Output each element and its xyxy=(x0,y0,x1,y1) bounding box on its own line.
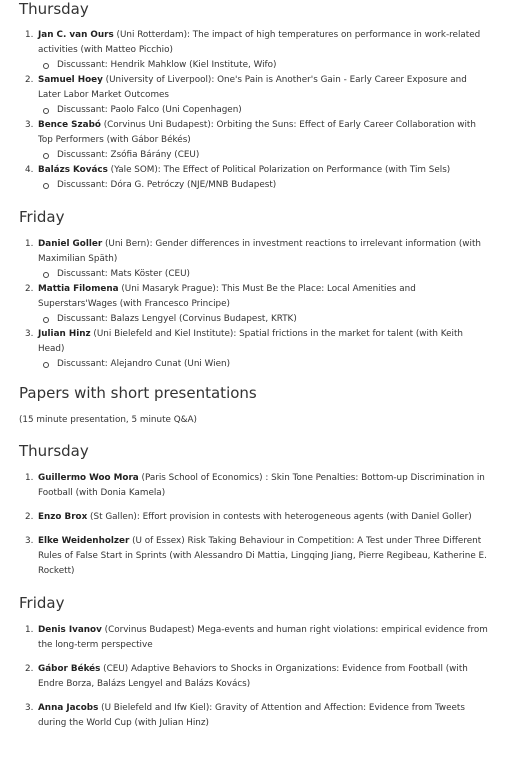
talk-text xyxy=(38,662,490,692)
talk-list-friday-short xyxy=(0,623,527,731)
discussant-list xyxy=(38,178,490,193)
talk-text xyxy=(38,701,490,731)
talk-list-thursday-long xyxy=(0,28,527,193)
talk-item xyxy=(0,623,490,653)
talk-text xyxy=(38,534,490,579)
talk-item xyxy=(0,73,490,118)
talk-number: 3. xyxy=(25,536,34,546)
talk-text xyxy=(38,282,490,312)
discussant-list xyxy=(38,312,490,327)
talk-text xyxy=(38,28,490,58)
presenter-name: Guillermo Woo Mora xyxy=(38,473,139,483)
section-heading-thursday-short: Thursday xyxy=(19,442,89,460)
talk-number: 1. xyxy=(25,473,34,483)
short-presentation-note: (15 minute presentation, 5 minute Q&A) xyxy=(19,415,197,425)
talk-item xyxy=(0,163,490,193)
discussant-item: Discussant: Hendrik Mahklow (Kiel Institute, Wifo) xyxy=(38,58,490,73)
talk-item xyxy=(0,510,490,525)
talk-title: (Uni Bern): Gender differences in investment reactions to irrelevant information (with Maximilian Späth) xyxy=(38,239,481,264)
talk-title: (Uni Rotterdam): The impact of high temperatures on performance in work-related activities (with Matteo Picchio) xyxy=(38,30,481,55)
talk-text xyxy=(38,510,490,525)
presenter-name: Gábor Békés xyxy=(38,664,101,674)
discussant-list xyxy=(38,58,490,73)
presenter-name: Enzo Brox xyxy=(38,512,88,522)
talk-item xyxy=(0,282,490,327)
presenter-name: Julian Hinz xyxy=(38,329,91,339)
talk-list-friday-long xyxy=(0,237,527,372)
talk-title: (Corvinus Budapest) Mega-events and human right violations: empirical evidence from the long-term perspective xyxy=(38,625,488,650)
presenter-name: Jan C. van Ours xyxy=(38,30,114,40)
talk-item xyxy=(0,327,490,372)
presenter-name: Balázs Kovács xyxy=(38,165,108,175)
presenter-name: Bence Szabó xyxy=(38,120,101,130)
talk-item xyxy=(0,534,490,579)
section-heading-thursday: Thursday xyxy=(19,0,89,18)
talk-item xyxy=(0,118,490,163)
discussant-list xyxy=(38,357,490,372)
discussant-item: Discussant: Mats Köster (CEU) xyxy=(38,267,490,282)
talk-text xyxy=(38,471,490,501)
talk-title: (Paris School of Economics) : Skin Tone Penalties: Bottom-up Discrimination in Football (with Donia Kamela) xyxy=(38,473,485,498)
discussant-item: Discussant: Alejandro Cunat (Uni Wien) xyxy=(38,357,490,372)
talk-number: 3. xyxy=(25,120,34,130)
talk-text xyxy=(38,118,490,148)
talk-text xyxy=(38,73,490,103)
presenter-name: Anna Jacobs xyxy=(38,703,99,713)
talk-number: 2. xyxy=(25,75,34,85)
discussant-list xyxy=(38,267,490,282)
talk-title: (University of Liverpool): One's Pain is Another's Gain - Early Career Exposure and Later Labor Market Outcomes xyxy=(38,75,467,100)
section-heading-friday-short: Friday xyxy=(19,594,65,612)
talk-title: (Yale SOM): The Effect of Political Polarization on Performance (with Tim Sels) xyxy=(107,165,451,175)
talk-item xyxy=(0,701,490,731)
talk-item xyxy=(0,28,490,73)
talk-item xyxy=(0,237,490,282)
talk-number: 2. xyxy=(25,284,34,294)
talk-number: 1. xyxy=(25,30,34,40)
talk-title: (CEU) Adaptive Behaviors to Shocks in Organizations: Evidence from Football (with Endre Borza, Balázs Lengyel and Balázs Kovács) xyxy=(38,664,468,689)
discussant-item: Discussant: Dóra G. Petróczy (NJE/MNB Budapest) xyxy=(38,178,490,193)
presenter-name: Elke Weidenholzer xyxy=(38,536,130,546)
talk-number: 1. xyxy=(25,239,34,249)
talk-number: 3. xyxy=(25,329,34,339)
talk-title: (Uni Bielefeld and Kiel Institute): Spatial frictions in the market for talent (with Keith Head) xyxy=(38,329,463,354)
presenter-name: Mattia Filomena xyxy=(38,284,119,294)
talk-text xyxy=(38,327,490,357)
talk-title: (Corvinus Uni Budapest): Orbiting the Suns: Effect of Early Career Collaboration with Top Performers (with Gábor Békés) xyxy=(38,120,476,145)
talk-number: 4. xyxy=(25,165,34,175)
presenter-name: Samuel Hoey xyxy=(38,75,103,85)
discussant-list xyxy=(38,103,490,118)
discussant-item: Discussant: Balazs Lengyel (Corvinus Budapest, KRTK) xyxy=(38,312,490,327)
talk-number: 1. xyxy=(25,625,34,635)
talk-list-thursday-short xyxy=(0,471,527,579)
presenter-name: Daniel Goller xyxy=(38,239,103,249)
section-heading-short-presentations: Papers with short presentations xyxy=(19,384,257,402)
talk-title: (U Bielefeld and Ifw Kiel): Gravity of Attention and Affection: Evidence from Tweets during the World Cup (with Julian Hinz) xyxy=(38,703,465,728)
discussant-item: Discussant: Zsófia Bárány (CEU) xyxy=(38,148,490,163)
talk-number: 2. xyxy=(25,664,34,674)
presenter-name: Denis Ivanov xyxy=(38,625,102,635)
talk-number: 2. xyxy=(25,512,34,522)
talk-number: 3. xyxy=(25,703,34,713)
discussant-item: Discussant: Paolo Falco (Uni Copenhagen) xyxy=(38,103,490,118)
talk-title: (Uni Masaryk Prague): This Must Be the Place: Local Amenities and Superstars'Wages (with Francesco Principe) xyxy=(38,284,416,309)
talk-title: (St Gallen): Effort provision in contests with heterogeneous agents (with Daniel Goller) xyxy=(87,512,472,522)
talk-text xyxy=(38,163,490,178)
talk-text xyxy=(38,623,490,653)
talk-title: (U of Essex) Risk Taking Behaviour in Competition: A Test under Three Different Rules of False Start in Sprints (with Alessandro Di Mattia, Lingqing Jiang, Pierre Regibeau, Katherine E. Rockett) xyxy=(38,536,487,576)
discussant-list xyxy=(38,148,490,163)
talk-text xyxy=(38,237,490,267)
talk-item xyxy=(0,471,490,501)
talk-item xyxy=(0,662,490,692)
section-heading-friday: Friday xyxy=(19,208,65,226)
